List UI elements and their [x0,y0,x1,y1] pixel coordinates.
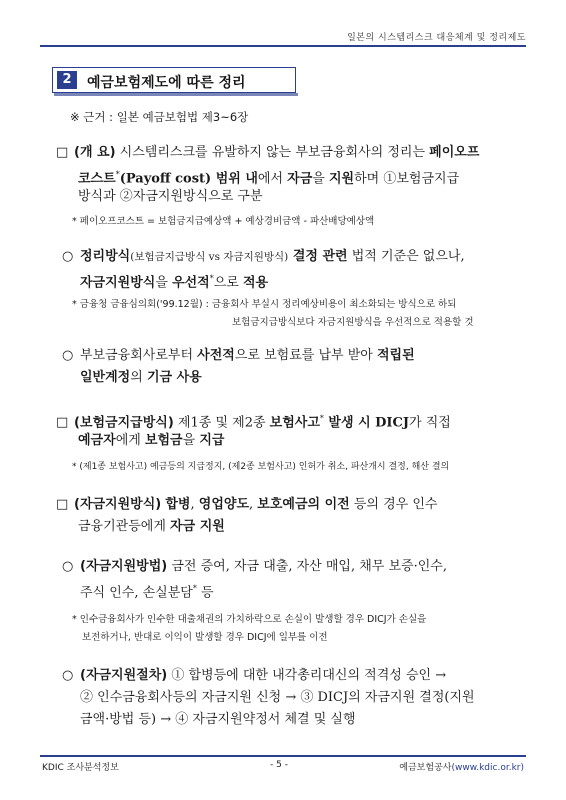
text: 시스템리스크를 유발하지 않는 부보금융회사의 정리는 [115,145,430,160]
footnote-mark: * [209,274,214,283]
legal-basis: ※ 근거 : 일본 예금보험법 제3~6장 [70,110,249,124]
text-bold: 코스트 [78,171,116,187]
square-bullet-icon: □ [56,145,69,160]
payout-note: * (제1종 보험사고) 예금등의 지급정지, (제2종 보험사고) 인허가 취소, 파산개시 결정, 해산 결의 [72,462,450,472]
text-bold: 자금지원방식 [80,275,156,291]
text: 을 [182,433,200,448]
text-bold: 적립된 [376,348,415,363]
circle-bullet-icon: ○ [62,348,74,363]
method-label: 정리방식 [80,249,131,264]
text-bold: 영업양도 [198,497,249,512]
text-bold: 보호예금의 이전 [257,497,350,512]
circle-bullet-icon: ○ [62,668,74,683]
text: 금전 증여, 자금 대출, 자산 매입, 채무 보증·인수, [167,559,447,574]
text-bold: (Payoff cost) 범위 내 [119,171,258,187]
overview-note: * 페이오프코스트 = 보험금지급예상액 + 예상경비금액 - 파산배당예상액 [72,216,375,227]
text-bold: 자금 [287,171,313,187]
text-bold: 합병 [165,497,191,512]
text: 에서 [257,171,288,187]
page-number: - 5 - [270,760,288,770]
payout-label: (보험금지급방식) [74,415,174,431]
text-bold: 지급 [199,433,225,448]
text: 가 직접 [409,415,451,431]
header-rule [40,45,526,47]
text: 부보금융회사로부터 [80,348,198,363]
support-method-note-1: * 인수금융회사가 인수한 대출채권의 가치하락으로 손실이 발생할 경우 DICJ가 손실을 [72,614,427,625]
text: ① 합병등에 대한 내각총리대신의 적격성 승인 → [167,668,447,683]
text-bold: 적용 [243,275,269,291]
text-bold: 예금자 [78,433,116,448]
footer-url-link[interactable]: (www.kdic.or.kr) [451,763,524,773]
text: 등 [196,585,214,601]
text: 을 [155,275,173,291]
text-bold: 자금 지원 [170,519,225,534]
premium-line-2 [80,367,566,389]
text: 등의 경우 인수 [349,497,438,512]
footnote-mark: * [192,584,197,593]
text-bold: 기금 사용 [146,370,202,385]
footer-left: KDIC 조사분석정보 [42,763,119,773]
text-bold: 지원 [328,171,355,187]
method-line-1 [62,246,566,268]
text: , [190,497,199,512]
overview-label: (개 요) [74,145,116,160]
text: 제1종 및 제2종 [173,415,270,431]
footnote-mark: * [319,414,324,423]
text: 금융기관등에게 [78,519,171,534]
text-bold: 우선적 [172,275,210,291]
text-bold: 결정 관련 [288,249,348,264]
overview-line-1 [56,142,566,164]
text: , [249,497,258,512]
text-bold: 보험사고 [269,415,320,431]
text: 을 [312,171,329,187]
support-label: (자금지원방식) [74,497,162,512]
text: 주식 인수, 손실분담 [80,585,193,601]
footer-right [399,760,524,773]
support-line-2 [78,516,566,538]
square-bullet-icon: □ [56,497,69,512]
section-heading-shadow [54,93,298,96]
text: 의 [130,370,147,385]
text-bold: 보험금 [144,433,183,448]
text-bold: 발생 시 DICJ [323,415,410,431]
square-bullet-icon: □ [56,415,69,431]
text-bold: 페이오프 [429,145,480,160]
text: 에게 [115,433,145,448]
method-note-1: * 금융청 금융심의회('99.12월) : 금융회사 부실시 정리예상비용이 최소화되는 방식으로 하되 [72,299,457,310]
section-heading [52,67,296,93]
footer-rule [40,755,526,757]
text: 법적 기준은 없으나, [347,249,465,264]
circle-bullet-icon: ○ [62,559,74,574]
procedure-line-1 [62,665,566,687]
method-line-2 [80,268,566,294]
text-bold: 사전적 [197,348,235,363]
support-method-line-1 [62,556,566,578]
text: 으로 [213,275,243,291]
circle-bullet-icon: ○ [62,249,74,264]
support-method-note-2: 보전하거나, 반대로 이익이 발생할 경우 DICJ에 일부를 이전 [82,632,328,643]
text: 하며 ①보험금지급 [354,171,460,187]
footnote-mark: * [115,170,120,179]
section-title: 예금보험제도에 따른 정리 [87,75,246,91]
running-header: 일본의 시스템리스크 대응체계 및 정리제도 [347,33,526,43]
support-method-label: (자금지원방법) [80,559,168,574]
procedure-label: (자금지원절차) [80,668,168,683]
procedure-line-2: ② 인수금융회사등의 자금지원 신청 → ③ DICJ의 자금지원 결정(지원 [80,690,475,705]
section-number: 2 [57,71,77,89]
method-note-2: 보험금지급방식보다 자금지원방식을 우선적으로 적용할 것 [232,317,474,328]
text: (보험금지급방식 vs 자금지원방식) [130,251,289,263]
text-bold: 일반계정 [80,370,131,385]
payout-line-2 [78,430,566,452]
procedure-line-3: 금액·방법 등) → ④ 자금지원약정서 체결 및 실행 [80,712,356,727]
overview-line-3: 방식과 ②자금지원방식으로 구분 [78,189,263,204]
text: 으로 보험료를 납부 받아 [234,348,377,363]
premium-line-1 [62,345,566,367]
support-method-line-2 [80,578,566,604]
support-line-1 [56,494,566,516]
footer-org: 예금보험공사 [399,763,452,773]
